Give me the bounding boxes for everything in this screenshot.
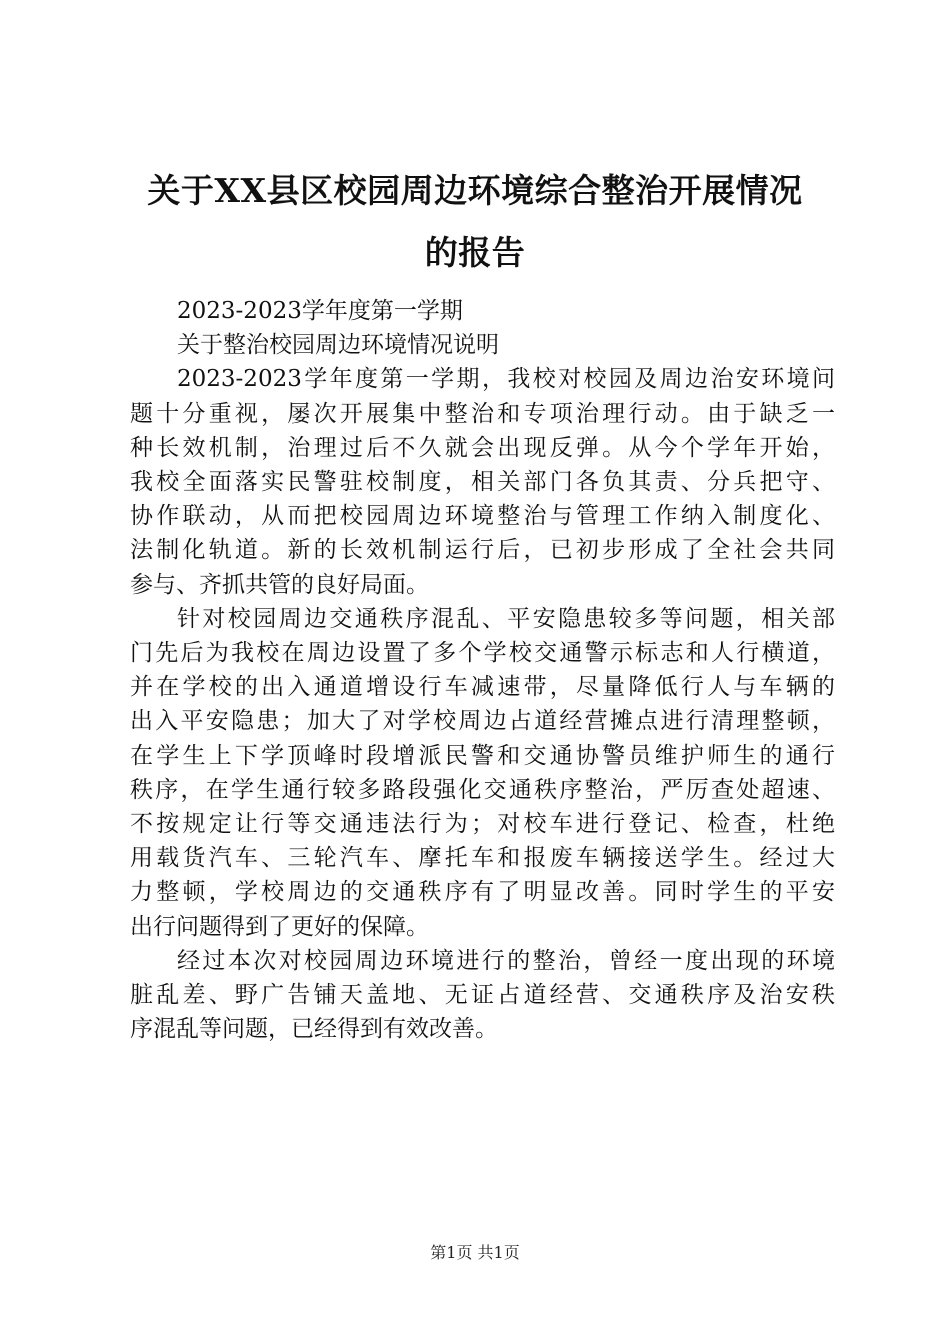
paragraph-line: 针对校园周边交通秩序混乱、平安隐患较多等问题，相关部 [177, 605, 835, 632]
page-number-footer: 第1页 共1页 [430, 1243, 520, 1262]
subtitle-term: 2023-2023学年度第一学期 [177, 298, 463, 324]
subtitle-heading: 关于整治校园周边环境情况说明 [177, 332, 499, 359]
paragraph-line: 秩序，在学生通行较多路段强化交通秩序整治，严厉查处超速、 [130, 776, 835, 803]
paragraph-line: 出行问题得到了更好的保障。 [130, 913, 429, 940]
paragraph-line: 门先后为我校在周边设置了多个学校交通警示标志和人行横道， [130, 640, 835, 667]
paragraph-line: 并在学校的出入通道增设行车减速带，尽量降低行人与车辆的 [130, 674, 835, 701]
paragraph-line: 参与、齐抓共管的良好局面。 [130, 571, 429, 598]
paragraph-1 [130, 362, 835, 601]
title-line: 关于XX县区校园周边环境综合整治开展情况 [147, 171, 803, 210]
title-line: 的报告 [424, 233, 526, 272]
paragraph-line: 出入平安隐患；加大了对学校周边占道经营摊点进行清理整顿， [130, 708, 835, 735]
paragraph-line: 题十分重视，屡次开展集中整治和专项治理行动。由于缺乏一 [130, 400, 835, 427]
paragraph-line: 法制化轨道。新的长效机制运行后，已初步形成了全社会共同 [130, 537, 835, 564]
paragraph-line: 序混乱等问题，已经得到有效改善。 [130, 1016, 498, 1043]
paragraph-line: 用载货汽车、三轮汽车、摩托车和报废车辆接送学生。经过大 [130, 845, 835, 872]
paragraph-line: 脏乱差、野广告铺天盖地、无证占道经营、交通秩序及治安秩 [130, 982, 835, 1009]
paragraph-line: 种长效机制，治理过后不久就会出现反弹。从今个学年开始， [130, 434, 835, 461]
paragraph-line: 经过本次对校园周边环境进行的整治，曾经一度出现的环境 [177, 947, 835, 974]
paragraph-3 [130, 944, 835, 1047]
paragraph-line: 协作联动，从而把校园周边环境整治与管理工作纳入制度化、 [130, 503, 835, 530]
paragraph-line: 我校全面落实民警驻校制度，相关部门各负其责、分兵把守、 [130, 469, 835, 496]
paragraph-line: 2023-2023学年度第一学期，我校对校园及周边治安环境问 [177, 366, 835, 393]
paragraph-2 [130, 602, 835, 944]
paragraph-line: 在学生上下学顶峰时段增派民警和交通协警员维护师生的通行 [130, 742, 835, 769]
paragraph-line: 不按规定让行等交通违法行为；对校车进行登记、检查，杜绝 [130, 811, 835, 838]
document-title [120, 160, 830, 284]
paragraph-line: 力整顿，学校周边的交通秩序有了明显改善。同时学生的平安 [130, 879, 835, 906]
document-body [130, 294, 835, 1046]
